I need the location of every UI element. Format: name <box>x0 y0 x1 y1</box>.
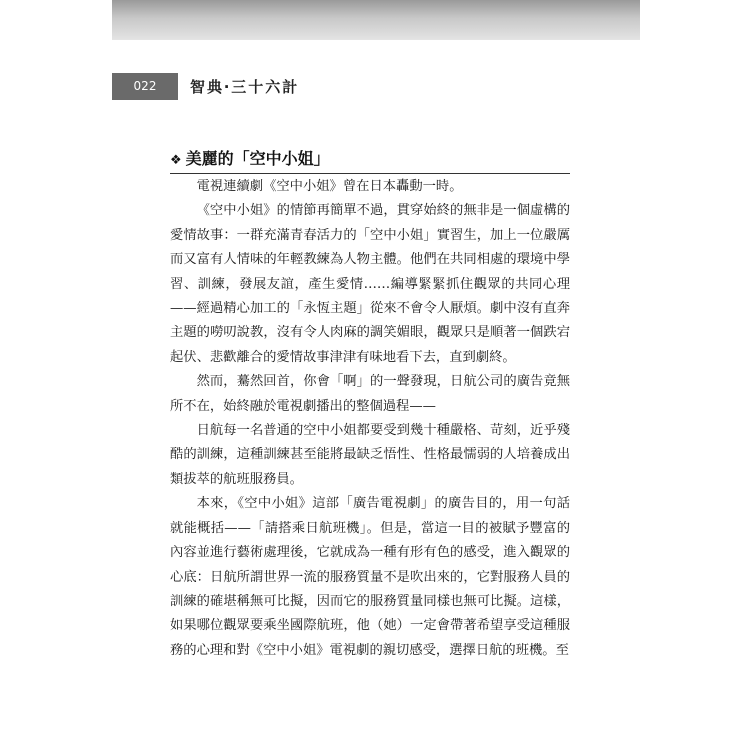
header-decorative-band <box>112 0 640 40</box>
paragraph-3: 然而，驀然回首，你會「啊」的一聲發現，日航公司的廣告竟無所不在，始終融於電視劇播出的整個過程—— <box>170 374 570 414</box>
diamond-bullet-icon: ❖ <box>170 153 182 168</box>
paragraph-1: 電視連續劇《空中小姐》曾在日本轟動一時。 <box>196 179 463 194</box>
page-number: 022 <box>112 73 178 100</box>
paragraph-5: 本來，《空中小姐》這部「廣告電視劇」的廣告目的，用一句話就能概括——「請搭乘日航班機」。但是，當這一目的被賦予豐富的內容並進行藝術處理後，它就成為一種有形有色的感受，進入觀眾的心底：日航所謂世界一流的服務質量不是吹出來的，它對服務人員的訓練的確堪稱無可比擬，因而它的服務質量同樣也無可比擬。這樣，如果哪位觀眾要乘坐國際航班，他（她）一定會帶著希望享受這種服務的心理和對《空中小姐》電視劇的親切感受，選擇日航的班機。至 <box>170 496 570 658</box>
paragraph-2: 《空中小姐》的情節再簡單不過，貫穿始終的無非是一個虛構的愛情故事：一群充滿青春活力的「空中小姐」實習生，加上一位嚴厲而又富有人情味的年輕教練為人物主體。他們在共同相處的環境中學習、訓練，發展友誼，產生愛情……編導緊緊抓住觀眾的共同心理——經過精心加工的「永恆主題」從來不會令人厭煩。劇中沒有直奔主題的嘮叨說教，沒有令人肉麻的調笑媚眼，觀眾只是順著一個跌宕起伏、悲歡離合的愛情故事津津有味地看下去，直到劇終。 <box>170 203 570 365</box>
paragraph-4: 日航每一名普通的空中小姐都要受到幾十種嚴格、苛刻，近乎殘酷的訓練，這種訓練甚至能將最缺乏悟性、性格最懦弱的人培養成出類拔萃的航班服務員。 <box>170 423 570 487</box>
section-heading <box>170 146 570 174</box>
running-title: 智典‧三十六計 <box>190 78 300 96</box>
body-text <box>170 175 570 663</box>
section-title: 美麗的「空中小姐」 <box>185 149 330 168</box>
